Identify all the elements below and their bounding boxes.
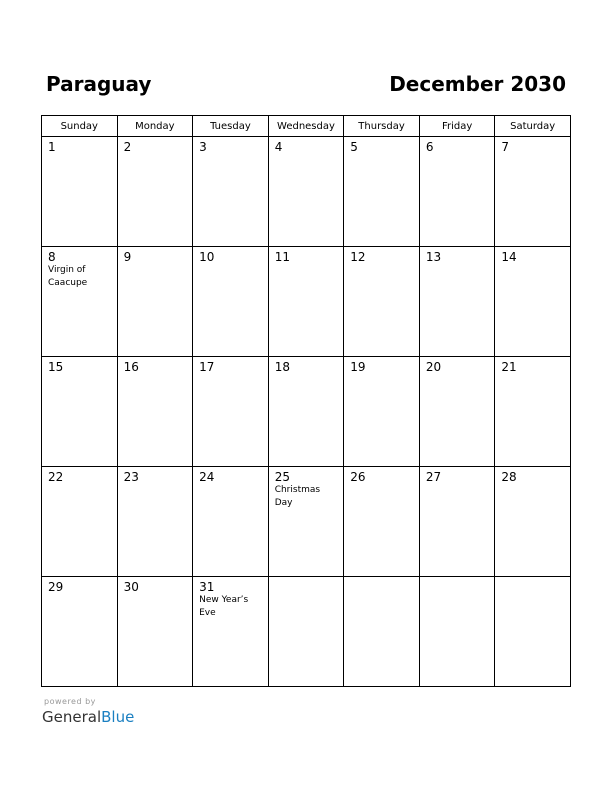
week-row	[42, 357, 571, 467]
day-number: 2	[123, 140, 132, 154]
day-cell	[268, 137, 344, 247]
day-cell	[193, 357, 269, 467]
day-number: 28	[501, 470, 517, 484]
day-number: 17	[199, 360, 215, 374]
day-cell	[117, 577, 193, 687]
day-cell	[42, 357, 118, 467]
day-number: 26	[350, 470, 366, 484]
day-cell	[117, 247, 193, 357]
day-number: 5	[350, 140, 358, 154]
day-number: 23	[123, 470, 139, 484]
day-number: 21	[501, 360, 517, 374]
day-cell	[268, 577, 344, 687]
day-cell	[42, 137, 118, 247]
generalblue-logo[interactable]	[42, 707, 134, 727]
country-title: Paraguay	[46, 72, 152, 96]
powered-by-text: powered by	[44, 697, 96, 706]
day-number: 25	[274, 470, 290, 484]
day-cell	[495, 577, 571, 687]
day-number: 12	[350, 250, 366, 264]
day-cell	[419, 137, 495, 247]
day-cell	[344, 247, 420, 357]
holiday-label: Virgin of Caacupe	[48, 265, 88, 288]
day-number: 16	[123, 360, 139, 374]
day-number: 11	[274, 250, 290, 264]
holiday-label: Christmas Day	[274, 485, 321, 508]
day-cell	[344, 467, 420, 577]
day-number: 13	[425, 250, 442, 264]
weekday-header: Wednesday	[268, 116, 344, 137]
day-cell	[344, 137, 420, 247]
weekday-header-row	[42, 116, 571, 137]
weekday-header: Sunday	[42, 116, 118, 137]
day-number: 22	[48, 470, 64, 484]
day-cell	[193, 577, 269, 687]
weekday-header: Thursday	[344, 116, 420, 137]
day-number: 6	[425, 140, 434, 154]
week-row	[42, 577, 571, 687]
brand-name-blue: Blue	[101, 708, 135, 726]
day-cell	[42, 577, 118, 687]
weekday-header: Monday	[117, 116, 193, 137]
day-number: 10	[199, 250, 215, 264]
day-cell	[117, 357, 193, 467]
day-cell	[419, 247, 495, 357]
day-cell	[193, 137, 269, 247]
day-cell	[268, 467, 344, 577]
weekday-header: Friday	[419, 116, 495, 137]
day-cell	[419, 467, 495, 577]
day-cell	[193, 247, 269, 357]
footer-branding	[42, 697, 134, 727]
day-number: 7	[501, 140, 510, 154]
day-cell	[344, 577, 420, 687]
day-cell	[193, 467, 269, 577]
day-number: 18	[274, 360, 290, 374]
day-cell	[495, 467, 571, 577]
week-row	[42, 247, 571, 357]
day-cell	[268, 247, 344, 357]
day-number: 14	[501, 250, 517, 264]
day-number: 8	[48, 250, 56, 264]
weekday-header: Tuesday	[193, 116, 269, 137]
brand-name-general: General	[42, 708, 102, 726]
weekday-header: Saturday	[495, 116, 571, 137]
day-cell	[344, 357, 420, 467]
holiday-label: New Year’s Eve	[199, 595, 249, 618]
day-cell	[268, 357, 344, 467]
day-cell	[42, 467, 118, 577]
day-number: 30	[123, 580, 139, 594]
day-number: 3	[199, 140, 207, 154]
day-cell	[117, 467, 193, 577]
day-number: 19	[350, 360, 366, 374]
day-number: 27	[425, 470, 442, 484]
day-cell	[495, 137, 571, 247]
day-cell	[495, 357, 571, 467]
day-number: 29	[48, 580, 64, 594]
day-number: 9	[123, 250, 132, 264]
day-cell	[117, 137, 193, 247]
day-number: 1	[48, 140, 56, 154]
day-cell	[419, 357, 495, 467]
day-number: 4	[274, 140, 283, 154]
day-number: 20	[425, 360, 442, 374]
day-number: 24	[199, 470, 215, 484]
day-cell	[42, 247, 118, 357]
week-row	[42, 467, 571, 577]
month-title: December 2030	[389, 72, 566, 96]
day-cell	[495, 247, 571, 357]
day-number: 31	[199, 580, 215, 594]
calendar-grid	[41, 115, 571, 687]
day-cell	[419, 577, 495, 687]
week-row	[42, 137, 571, 247]
day-number: 15	[48, 360, 64, 374]
